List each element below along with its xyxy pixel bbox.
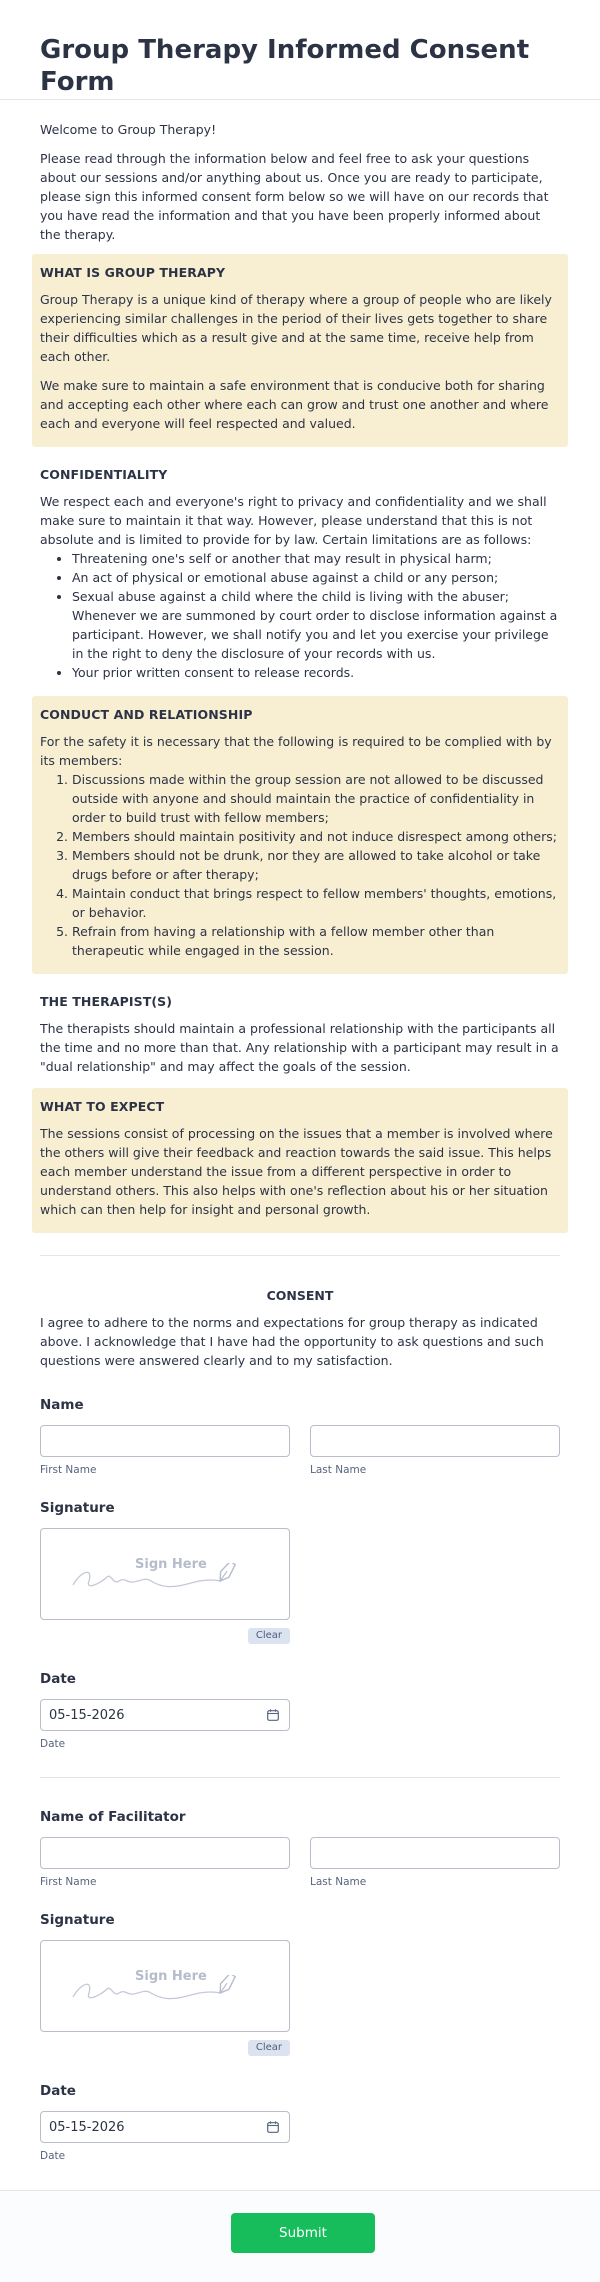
field-label: Date	[40, 2083, 76, 2099]
last-name-sublabel: Last Name	[310, 1464, 367, 1476]
first-name-col	[40, 1837, 290, 1889]
clear-signature-button[interactable]: Clear	[248, 1628, 290, 1644]
clear-wrap	[40, 1624, 290, 1644]
submit-button[interactable]: Submit	[231, 2213, 375, 2253]
field-label: Date	[40, 1671, 76, 1687]
field-label: Name	[40, 1397, 84, 1413]
section-conduct-and-relationship	[32, 696, 568, 974]
calendar-icon[interactable]	[267, 1709, 279, 1721]
facilitator-date-field	[40, 2082, 560, 2163]
date-sublabel: Date	[40, 1738, 66, 1750]
facilitator-last-name-input[interactable]	[310, 1837, 560, 1869]
form-content	[0, 100, 600, 2163]
calendar-icon[interactable]	[267, 2121, 279, 2133]
first-name-col	[40, 1425, 290, 1477]
sign-here-label: Sign Here	[135, 1557, 207, 1572]
date-sublabel: Date	[40, 2150, 66, 2162]
last-name-col	[310, 1837, 560, 1889]
date-value: 05-15-2026	[49, 1708, 125, 1723]
first-name-sublabel: First Name	[40, 1876, 97, 1888]
list-item: • Sexual abuse against a child where the child is living with the abuser; Whenever we are summoned by court order to disclose information against a participant. However, we shall notify you and let you exercise your privilege in the right to deny the disclosure of your records with us.	[72, 587, 560, 663]
date-input[interactable]	[40, 1699, 290, 1731]
first-name-sublabel: First Name	[40, 1464, 97, 1476]
participant-date-field	[40, 1670, 560, 1751]
form-title: Group Therapy Informed Consent Form	[40, 35, 530, 97]
section-paragraph: For the safety it is necessary that the following is required to be complied with by its members:	[40, 734, 552, 768]
list-item: 3. Members should not be drunk, nor they are allowed to take alcohol or take drugs before or after therapy;	[72, 846, 560, 884]
section-what-to-expect	[32, 1088, 568, 1233]
list-item: 1. Discussions made within the group session are not allowed to be discussed outside with anyone and should maintain the practice of confidentiality in order to build trust with fellow members;	[72, 770, 560, 827]
section-paragraph: We respect each and everyone's right to privacy and confidentiality and we shall make sure to maintain it that way. However, please understand that this is not absolute and is limited to provide for by law. Certain limitations are as follows:	[40, 494, 547, 547]
name-row	[40, 1837, 560, 1889]
list-item: • Threatening one's self or another that may result in physical harm;	[72, 549, 560, 568]
intro-welcome: Welcome to Group Therapy!	[40, 122, 217, 137]
section-title: WHAT TO EXPECT	[40, 1099, 165, 1114]
section-title: CONFIDENTIALITY	[40, 467, 168, 482]
clear-facilitator-signature-button[interactable]: Clear	[248, 2040, 290, 2056]
section-what-is-group-therapy	[32, 254, 568, 447]
divider	[40, 1255, 560, 1256]
date-value: 05-15-2026	[49, 2120, 125, 2135]
section-paragraph: Group Therapy is a unique kind of therapy where a group of people who are likely experiencing similar challenges in the period of their lives gets together to share their difficulties which as a result give and at the same time, receive help from each other.	[40, 292, 552, 364]
list-item-continued: Whenever we are summoned by court order to disclose information against a participant. However, we shall notify you and let you exercise your privilege in the right to deny the disclosure of your records with us.	[72, 608, 558, 661]
participant-signature-field	[40, 1499, 560, 1644]
list-item: • Your prior written consent to release records.	[72, 663, 560, 682]
limitations-list	[72, 549, 560, 682]
first-name-input[interactable]	[40, 1425, 290, 1457]
signature-scribble-icon	[71, 1975, 261, 2005]
section-title: CONDUCT AND RELATIONSHIP	[40, 707, 253, 722]
form-header	[0, 0, 600, 100]
section-therapists	[40, 992, 560, 1076]
sign-here-label: Sign Here	[135, 1969, 207, 1984]
conduct-list	[72, 770, 560, 960]
facilitator-signature-field	[40, 1911, 560, 2056]
section-paragraph: The therapists should maintain a professional relationship with the participants all the time and no more than that. Any relationship with a participant may result in a "dual relationship" and may affect the goals of the session.	[40, 1021, 559, 1074]
facilitator-name-field	[40, 1808, 560, 1889]
field-label: Name of Facilitator	[40, 1809, 186, 1825]
facilitator-date-input[interactable]	[40, 2111, 290, 2143]
list-item: • An act of physical or emotional abuse against a child or any person;	[72, 568, 560, 587]
section-paragraph: We make sure to maintain a safe environment that is conducive both for sharing and accepting each other where each can grow and trust one another and where each and everyone will feel respected and valued.	[40, 378, 549, 431]
divider	[40, 1777, 560, 1778]
list-item: 5. Refrain from having a relationship with a fellow member other than therapeutic while engaged in the session.	[72, 922, 560, 960]
participant-name-field	[40, 1396, 560, 1477]
list-item: 4. Maintain conduct that brings respect to fellow members' thoughts, emotions, or behavior.	[72, 884, 560, 922]
section-title: WHAT IS GROUP THERAPY	[40, 265, 226, 280]
name-row	[40, 1425, 560, 1477]
section-paragraph: The sessions consist of processing on the issues that a member is involved where the others will give their feedback and reaction towards the said issue. This helps each member understand the issue from a different perspective in order to understand others. This also helps with one's reflection about his or her situation which can then help for insight and personal growth.	[40, 1126, 553, 1217]
clear-wrap	[40, 2036, 290, 2056]
submit-area	[0, 2190, 600, 2282]
consent-paragraph: I agree to adhere to the norms and expectations for group therapy as indicated above. I acknowledge that I have had the opportunity to ask questions and such questions were answered clearly and to my satisfaction.	[40, 1315, 544, 1368]
last-name-input[interactable]	[310, 1425, 560, 1457]
field-label: Signature	[40, 1500, 115, 1516]
section-title: THE THERAPIST(S)	[40, 994, 173, 1009]
signature-scribble-icon	[71, 1563, 261, 1593]
intro-paragraph: Please read through the information below and feel free to ask your questions about our sessions and/or anything about us. Once you are ready to participate, please sign this informed consent form below so we will have on our records that you have read the information and that you have been properly informed about the therapy.	[40, 151, 549, 242]
facilitator-signature-pad[interactable]	[40, 1940, 290, 2032]
facilitator-first-name-input[interactable]	[40, 1837, 290, 1869]
section-confidentiality	[40, 465, 560, 682]
last-name-sublabel: Last Name	[310, 1876, 367, 1888]
consent-title: CONSENT	[266, 1288, 334, 1303]
field-label: Signature	[40, 1912, 115, 1928]
signature-pad[interactable]	[40, 1528, 290, 1620]
last-name-col	[310, 1425, 560, 1477]
list-item: 2. Members should maintain positivity and not induce disrespect among others;	[72, 827, 560, 846]
